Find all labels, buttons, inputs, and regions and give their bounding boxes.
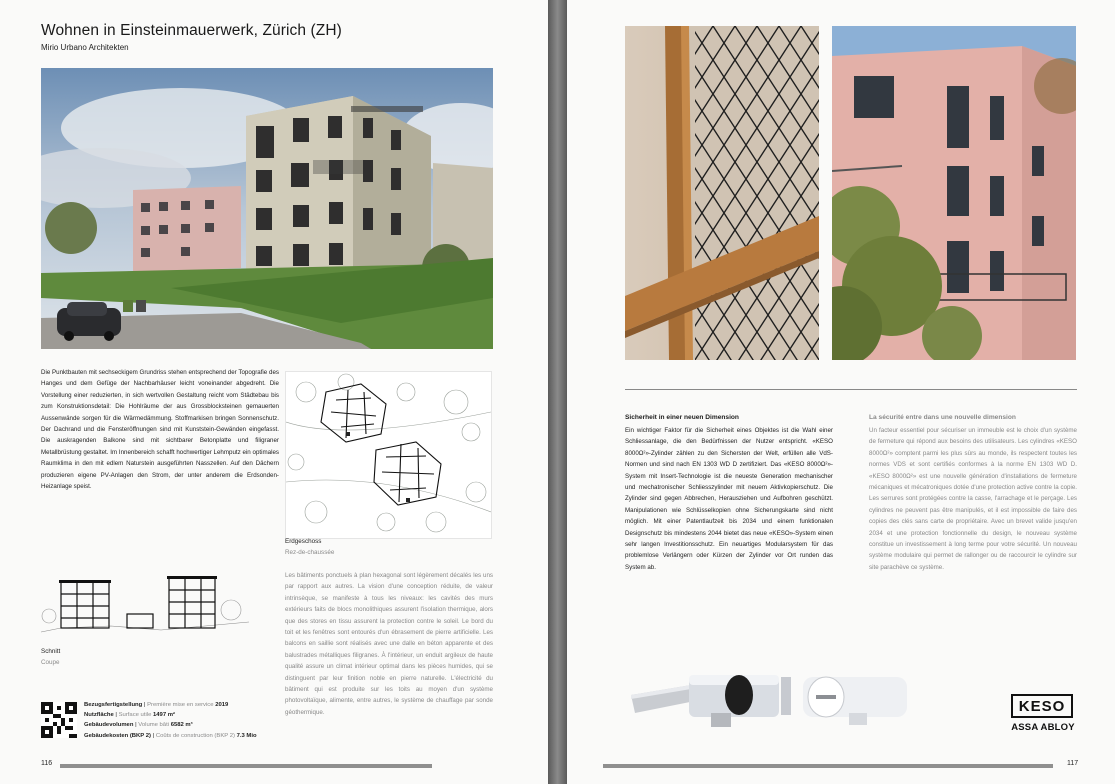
plan-caption-french: Rez-de-chaussée (285, 549, 335, 556)
right-page (567, 0, 1115, 784)
fact-row: Gebäudekosten (BKP 2) | Coûts de construction (BKP 2) 7.3 Mio (84, 732, 257, 739)
project-facts (84, 700, 257, 741)
spread-gutter (548, 0, 567, 784)
section-drawing (41, 570, 249, 642)
section-caption-german: Schnitt (41, 648, 61, 655)
left-page (0, 0, 548, 784)
footer-bar (60, 764, 432, 768)
qr-code (41, 702, 77, 738)
fact-row: Gebäudevolumen | Volume bâti 6582 m³ (84, 722, 193, 729)
body-text-french: Un facteur essentiel pour sécuriser un immeuble est le choix d'un système de fermeture qui répond aux besoins des utilisateurs. Les cylindres «KESO 8000Ω²» comptent parmi les plus sûrs au monde, ils respectent toutes les normes VDS et sont certifiés conformes à la norme EN 1303 WD D. «KESO 8000Ω²» est une nouvelle génération d'installations de fermeture mécaniques et mécatroniques dotée d'une protection active contre la copie. Les serrures sont protégées contre la casse, l'arrachage et le perçage. Les cylindres ne peuvent pas être manipulés, et il est impossible de faire des copies des clés sans carte de propriétaire. Avec un brevet valide jusqu'en 2034 et une protection fonctionnelle du design, le nouveau système constitue un investissement à long terme pour votre sécurité. Un nouveau système modulaire qui permet de rallonger ou de raccourcir le cylindre sur site parachève ce système. (869, 427, 1077, 571)
section-caption-french: Coupe (41, 659, 60, 666)
heading-german: Sicherheit in einer neuen Dimension (625, 414, 739, 421)
keso-assa-abloy-logo: KESO ASSA ABLOY (1007, 694, 1079, 733)
body-text-german: Ein wichtiger Faktor für die Sicherheit eines Objektes ist die Wahl einer Schliessanlage, die den Bedürfnissen der Nutzer entspricht. «KESO 8000Ω²»-Zylinder zählen zu den Sichersten der Welt, erfüllen alle VdS-Normen und sind nach EN 1303 WD D zertifiziert. Das «KESO 8000Ω²»-System mit Insert-Technologie ist die neueste Generation mechanischer und mechatronischer Schliesszylinder mit neuem Aktivkopierschutz. Die Zylinder sind gegen Abbrechen, Herausziehen und Aufbohren geschützt. Manipulationen wie Schlüsselkopien ohne Sicherungskarte sind nicht möglich. Mit einer Patentlaufzeit bis 2034 und einem funktionalen Designschutz bis mindestens 2044 bietet das neue «KESO»-System einen sehr langen Investitionsschutz. Ein neuartiges Modularsystem für das problemlose Verlängern oder Kürzen der Zylinder vor Ort runden das System ab. (625, 427, 833, 571)
page-title: Wohnen in Einsteinmauerwerk, Zürich (ZH) (41, 22, 342, 39)
body-text-french: Les bâtiments ponctuels à plan hexagonal sont légèrement décalés les uns par rapport aux autres. La vision d'une conception réduite, de valeur intrinsèque, se manifeste à tous les niveaux: les cavités des murs extérieurs faits de blocs monolithiques assurent l'isolation thermique, alors que des stores en tissu assurent la protection contre le soleil. Le bord du toit et les fenêtres sont entourés d'un ébrasement de pierre artificielle. Les balcons en saillie sont réalisés avec une dalle en béton apparente et des balustrades métalliques filigranes. À l'intérieur, un enduit argileux de haute qualité assure un climat intérieur optimal dans les pièces humides, qui se distinguent par leur finition noble en pierre naturelle. L'électricité du bâtiment qui est produite sur les toits au moyen d'un système photovoltaïque, alimente, entre autres, le système de chauffage par sonde géothermique. (285, 572, 493, 716)
body-text-german: Die Punktbauten mit sechseckigem Grundriss stehen entsprechend der Topografie des Hanges und dem Gefüge der Nachbarhäuser leicht voneinander abgedreht. Die Vorstellung einer reduzierten, in sich wertvollen Gestaltung reicht vom Städtebau bis zum Konstruktionsdetail: Die Hohlräume der aus Grossblocksteinen gemauerten Aussenwände sorgen für die Wärmedämmung. Stoffmarkisen bringen Sonnenschutz. Der Dachrand und die Fensteröffnungen sind mit Kunststein-Gewänden eingefasst. Die auskragenden Balkone sind mit sichtbarer Betonplatte und filigraner Metallbrüstung gestaltet. Im Innenbereich schafft hochwertiger Lehmputz ein optimales Raumklima in den mit edlem Naturstein ausgeführten Nasszellen. Auf den Dächern produzieren eigene PV-Anlagen den Strom, der unter anderem die Erdsonden-Heizanlage speist. (41, 369, 279, 491)
floor-plan-drawing (285, 371, 492, 539)
plan-caption-german: Erdgeschoss (285, 538, 322, 545)
fact-row: Nutzfläche | Surface utile 1497 m² (84, 712, 175, 719)
architect-name: Mirio Urbano Architekten (41, 43, 129, 52)
pink-facade-photo (832, 26, 1076, 360)
page-number-right: 117 (1067, 760, 1079, 767)
heading-french: La sécurité entre dans une nouvelle dimension (869, 414, 1016, 421)
fact-row: Bezugsfertigstellung | Première mise en service 2019 (84, 702, 229, 708)
section-divider (625, 389, 1077, 390)
lock-cylinder-photo (631, 655, 913, 747)
building-photo (41, 68, 493, 349)
page-number-left: 116 (41, 760, 53, 767)
window-detail-photo (625, 26, 819, 360)
footer-bar (603, 764, 1053, 768)
